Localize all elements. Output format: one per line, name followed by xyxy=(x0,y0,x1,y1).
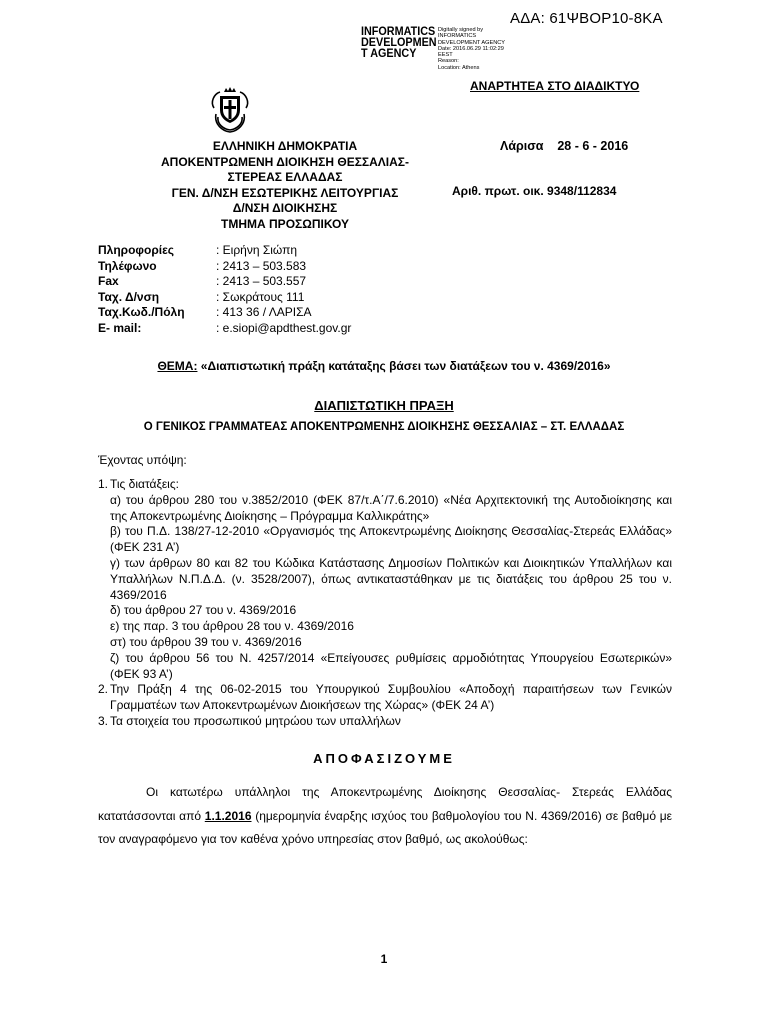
signer-line: T AGENCY xyxy=(361,46,417,60)
digital-signature-signer xyxy=(361,26,437,59)
considerations-list xyxy=(98,477,672,730)
sig-detail-line: Location: Athens xyxy=(438,64,480,71)
authority-line: ΕΛΛΗΝΙΚΗ ΔΗΜΟΚΡΑΤΙΑ xyxy=(212,139,358,153)
contact-value: : 2413 – 503.583 xyxy=(216,258,307,273)
list-item xyxy=(98,682,672,714)
sig-detail-line: DEVELOPMENT AGENCY xyxy=(438,39,506,46)
contact-value: : 2413 – 503.557 xyxy=(216,274,307,289)
sig-detail-line: EEST xyxy=(438,52,453,59)
internet-posting-notice: ΑΝΑΡΤΗΤΕΑ ΣΤΟ ΔΙΑΔΙΚΤΥΟ xyxy=(470,79,640,93)
document-date: Λάρισα 28 - 6 - 2016 xyxy=(500,139,629,153)
list-number: 3. xyxy=(98,713,109,728)
sub-item: γ) των άρθρων 80 και 82 του Κώδικα Κατάστασης Δημοσίων Πολιτικών και Διοικητικών Υπαλλήλων και Υπαλλήλων Ν.Π.Δ.Δ. (ν. 3528/2007), όπως αντικαταστάθηκαν με τις διατάξεις του άρθρου 25 του ν. 4369/2016 xyxy=(110,555,672,602)
contact-label: Πληροφορίες xyxy=(98,243,175,257)
issuer-line: Ο ΓΕΝΙΚΟΣ ΓΡΑΜΜΑΤΕΑΣ ΑΠΟΚΕΝΤΡΩΜΕΝΗΣ ΔΙΟΙΚΗΣΗΣ ΘΕΣΣΑΛΙΑΣ – ΣΤ. ΕΛΛΑΔΑΣ xyxy=(143,421,625,433)
sub-item: δ) του άρθρου 27 του ν. 4369/2016 xyxy=(110,603,297,618)
contact-label: Ταχ. Δ/νση xyxy=(98,289,160,304)
decision-heading: ΑΠΟΦΑΣΙΖΟΥΜΕ xyxy=(313,751,455,766)
sub-item: β) του Π.Δ. 138/27-12-2010 «Οργανισμός της Αποκεντρωμένης Διοίκησης Θεσσαλίας-Στερεάς Ελλάδας» (ΦΕΚ 231 Α’) xyxy=(110,524,672,555)
sig-detail-line: Reason: xyxy=(438,58,459,65)
signer-line: INFORMATICS xyxy=(361,24,436,38)
decision-text-part2: (ημερομηνία έναρξης ισχύος του βαθμολογίου του Ν. 4369/2016) σε βαθμό με τον αναγραφόμενο για τον καθένα χρόνο υπηρεσίας στον βαθμό, ως ακολούθως: xyxy=(98,808,672,846)
sub-item: στ) του άρθρου 39 του ν. 4369/2016 xyxy=(110,634,302,649)
authority-line: ΓΕΝ. Δ/ΝΣΗ ΕΣΩΤΕΡΙΚΗΣ ΛΕΙΤΟΥΡΓΙΑΣ xyxy=(171,185,399,200)
authority-line: Δ/ΝΣΗ ΔΙΟΙΚΗΣΗΣ xyxy=(232,201,338,215)
contact-label: Ταχ.Κωδ./Πόλη xyxy=(98,305,185,320)
list-item xyxy=(98,477,672,682)
authority-line: ΣΤΕΡΕΑΣ ΕΛΛΑΔΑΣ xyxy=(227,170,343,184)
effective-date: 1.1.2016 xyxy=(204,808,252,823)
contact-value: : Σωκράτους 111 xyxy=(216,289,305,304)
sub-item: ε) της παρ. 3 του άρθρου 28 του ν. 4369/2016 xyxy=(110,619,354,634)
decision-text-part1: Οι κατωτέρω υπάλληλοι της Αποκεντρωμένης Διοίκησης Θεσσαλίας- Στερεάς Ελλάδας κατατάσσονται από xyxy=(98,785,672,823)
authority-line: ΑΠΟΚΕΝΤΡΩΜΕΝΗ ΔΙΟΙΚΗΣΗ ΘΕΣΣΑΛΙΑΣ- xyxy=(161,154,409,169)
list-item-text: Την Πράξη 4 της 06-02-2015 του Υπουργικού Συμβουλίου «Αποδοχή παραιτήσεων των Γενικών Γραμματέων των Αποκεντρωμένων Διοικήσεων της Χώρας» (ΦΕΚ 24 Α’) xyxy=(110,682,672,713)
sig-detail-line: INFORMATICS xyxy=(438,33,477,40)
contact-value: : Ειρήνη Σιώπη xyxy=(216,243,298,257)
sig-detail-line: Date: 2016.06.29 11:02:29 xyxy=(438,45,504,52)
list-item-title: Τις διατάξεις: xyxy=(110,477,179,491)
greek-coat-of-arms-icon xyxy=(208,86,252,134)
contact-label: E- mail: xyxy=(98,320,142,335)
protocol-number: Αριθ. πρωτ. οικ. 9348/112834 xyxy=(452,184,617,198)
document-title: ΔΙΑΠΙΣΤΩΤΙΚΗ ΠΡΑΞΗ xyxy=(314,398,454,413)
sig-detail-line: Digitally signed by xyxy=(438,27,484,33)
page-number: 1 xyxy=(380,952,388,966)
signer-line: DEVELOPMEN xyxy=(361,35,437,49)
contact-value: : 413 36 / ΛΑΡΙΣΑ xyxy=(216,305,312,320)
digital-signature-details xyxy=(438,27,505,71)
decision-paragraph xyxy=(98,781,672,852)
subject-label: ΘΕΜΑ: xyxy=(157,359,198,373)
contact-label: Τηλέφωνο xyxy=(98,258,157,273)
authority-line: ΤΜΗΜΑ ΠΡΟΣΩΠΙΚΟΥ xyxy=(221,216,349,231)
sub-item: ζ) του άρθρου 56 του Ν. 4257/2014 «Επείγουσες ρυθμίσεις αρμοδιότητας Υπουργείου Εσωτερικών» (ΦΕΚ 93 Α’) xyxy=(110,650,672,681)
subject-line xyxy=(0,359,768,373)
list-number: 2. xyxy=(98,682,109,697)
ada-code: ΑΔΑ: 61ΨΒΟΡ10-8ΚΑ xyxy=(510,10,663,27)
issuing-authority-block xyxy=(110,139,460,232)
list-item xyxy=(98,714,672,730)
list-number: 1. xyxy=(98,477,109,491)
subject-text: «Διαπιστωτική πράξη κατάταξης βάσει των διατάξεων του ν. 4369/2016» xyxy=(197,359,611,373)
contact-label: Fax xyxy=(98,274,119,289)
considerations-intro: Έχοντας υπόψη: xyxy=(98,453,187,467)
email-link[interactable]: : e.siopi@apdthest.gov.gr xyxy=(216,320,352,335)
list-item-text: Τα στοιχεία του προσωπικού μητρώου των υπαλλήλων xyxy=(110,713,401,728)
sub-item: α) του άρθρου 280 του ν.3852/2010 (ΦΕΚ 87/τ.Α΄/7.6.2010) «Νέα Αρχιτεκτονική της Αυτοδιοίκησης και της Αποκεντρωμένης Διοίκησης – Πρόγραμμα Καλλικράτης» xyxy=(110,492,672,523)
